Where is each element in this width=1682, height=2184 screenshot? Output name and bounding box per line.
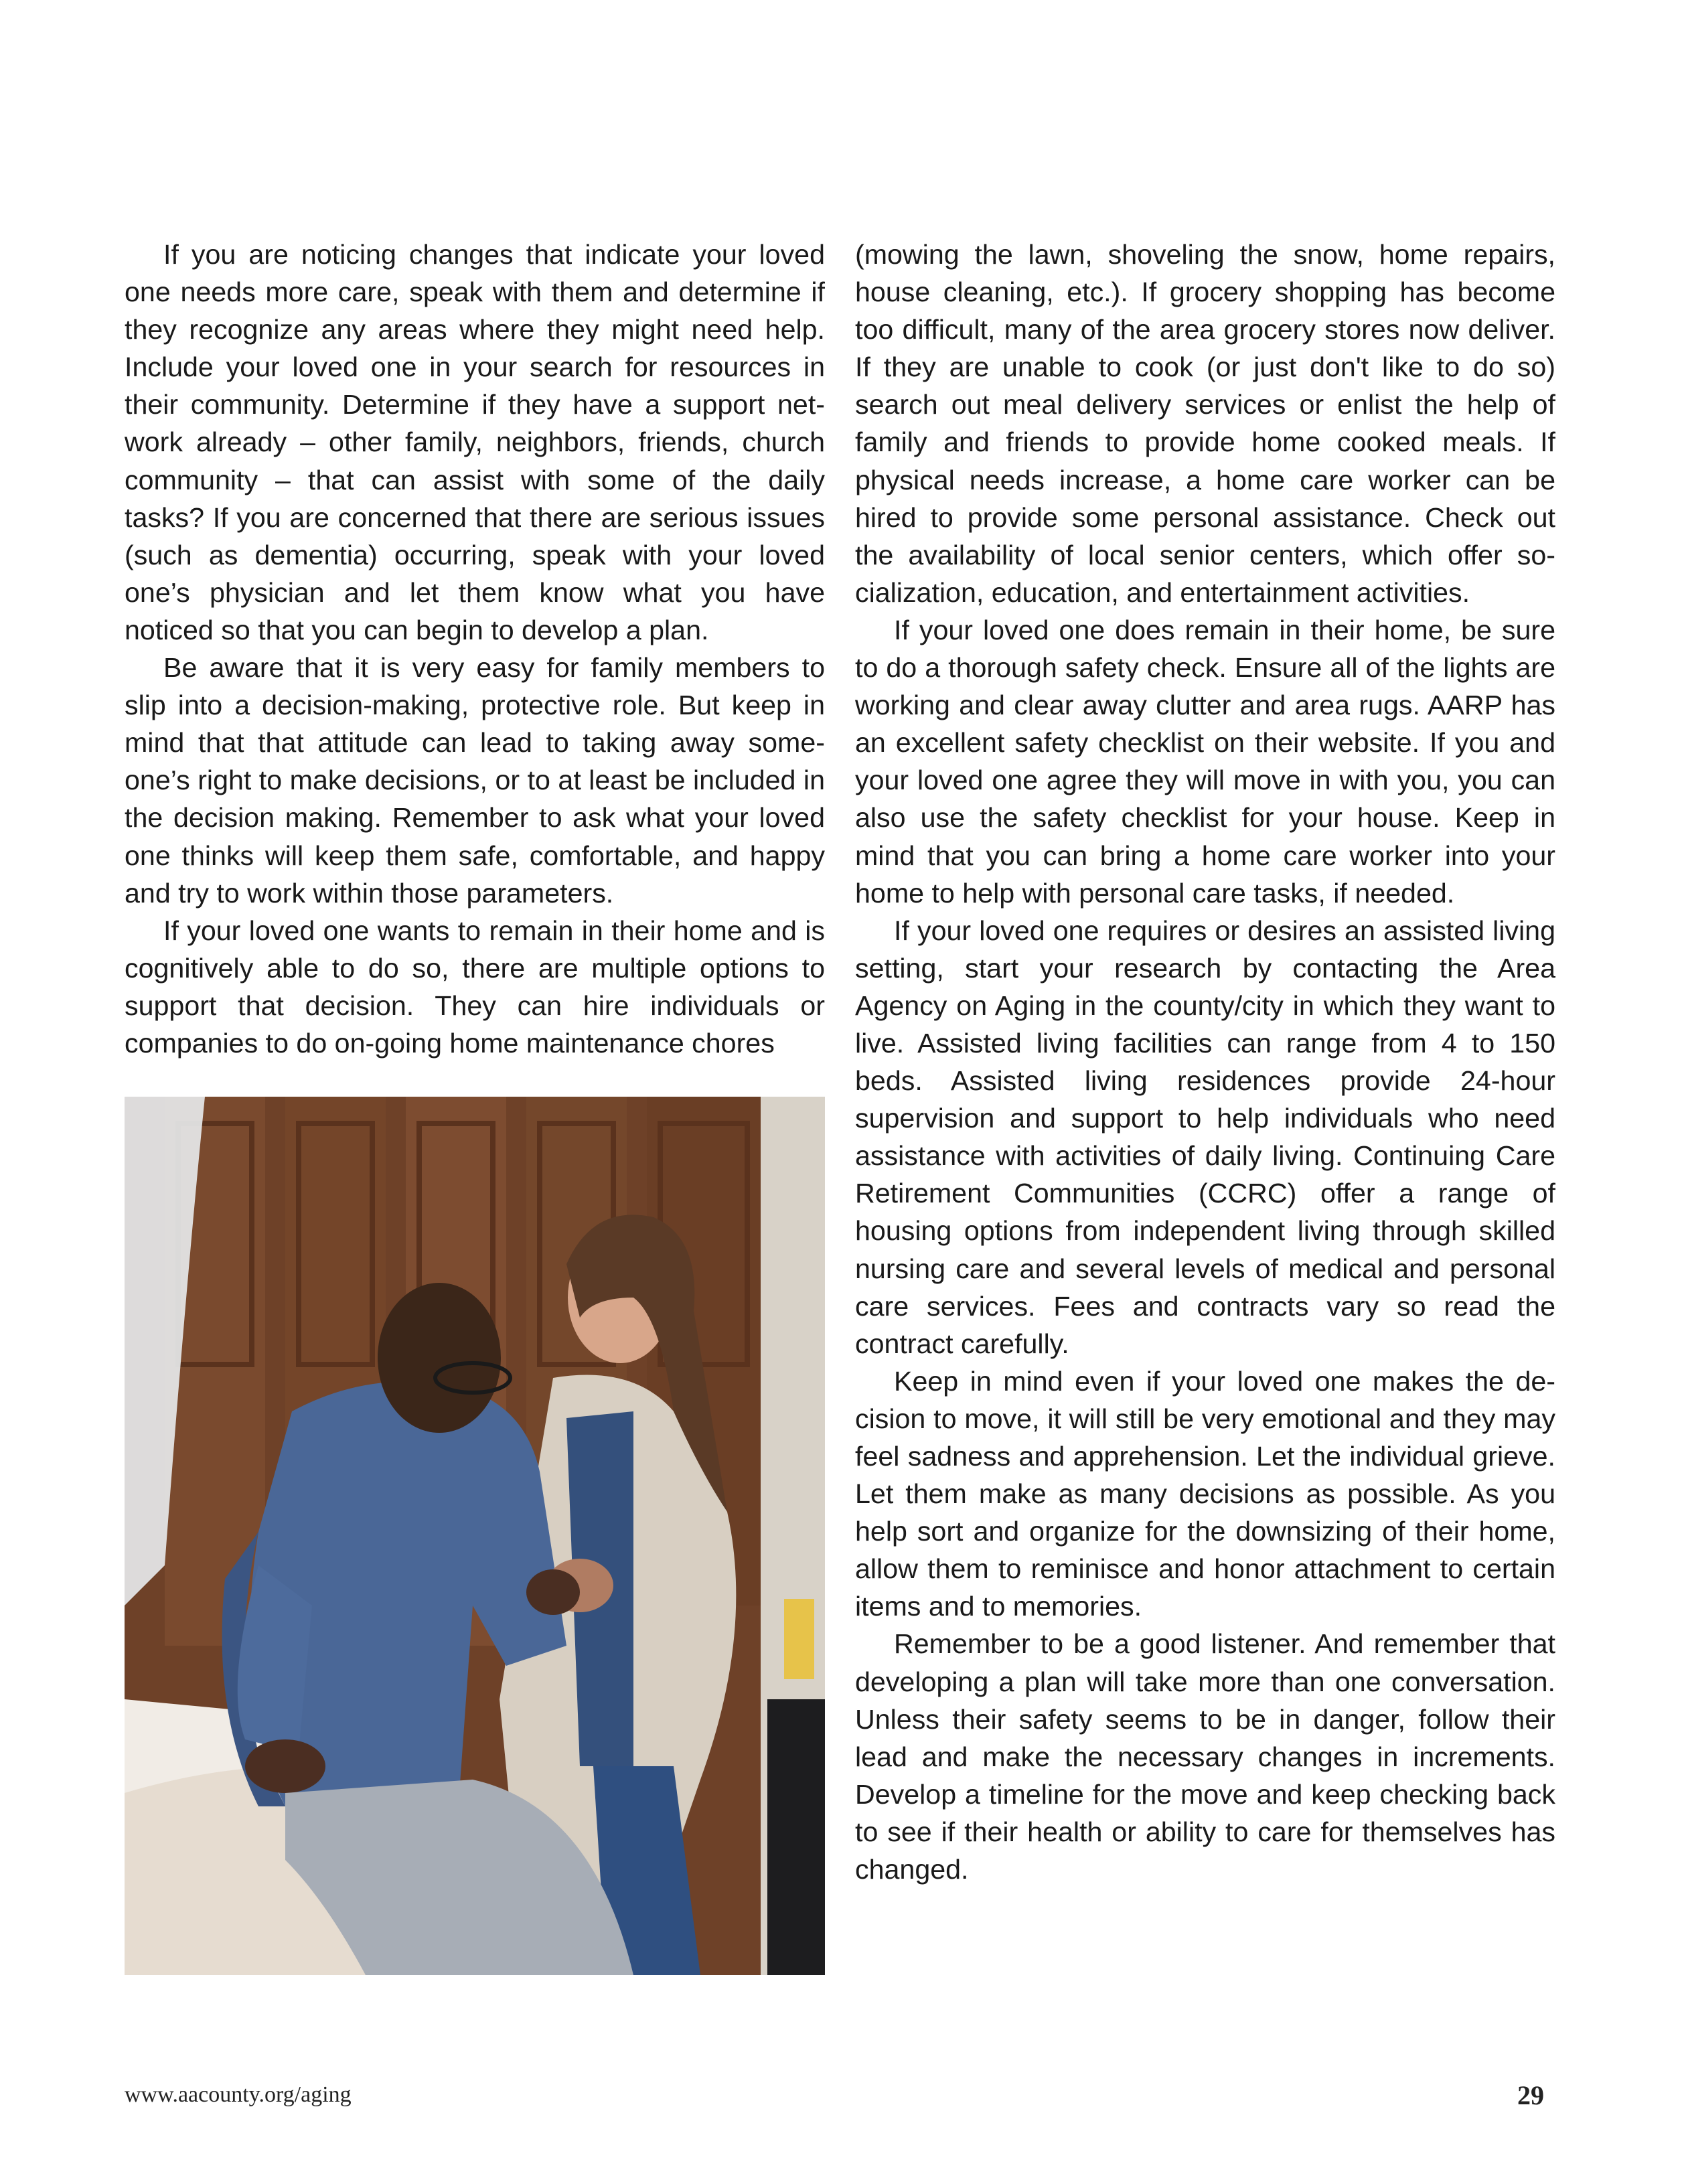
paragraph: If your loved one wants to remain in their home and is cognitively able to do so, there are multiple options to support that decision. They can hire individuals or companies to do on-going home maintenance chores [125,915,825,1059]
left-column [125,236,825,1062]
caregiver-photo [125,1097,825,1975]
paragraph: If your loved one requires or desires an assisted living setting, start your research by contacting the Area Agency on Aging in the county/city in which they want to live. Assisted living facilities can range from 4 to 150 beds. Assisted living residences provide 24-hour supervision and support to help individuals who need assistance with activities of daily living. Continuing Care Retirement Communities (CCRC) offer a range of housing options from independent living through skilled nursing care and several levels of medical and personal care services. Fees and contracts vary so read the contract carefully. [855,915,1555,1359]
paragraph: Keep in mind even if your loved one makes the decision to move, it will still be very emotional and they may feel sadness and apprehension. Let the individual grieve. Let them make as many decisions as possible. As you help sort and organize for the downsizing of their home, allow them to reminisce and honor attachment to certain items and to memories. [855,1365,1555,1622]
right-column [855,236,1555,1888]
paragraph: If you are noticing changes that indicate your loved one needs more care, speak with them and determine if they recognize any areas where they might need help. Include your loved one in your search for resources in their community. Determine if they have a support network already – other family, neighbors, friends, church community – that can assist with some of the daily tasks? If you are concerned that there are serious issues (such as dementia) occurring, speak with your loved one’s physician and let them know what you have noticed so that you can begin to develop a plan. [125,239,825,645]
page-number: 29 [1517,2080,1544,2110]
paragraph: If your loved one does remain in their home, be sure to do a thorough safety check. Ensure all of the lights are working and clear away clutter and area rugs. AARP has an excellent safety checklist on their website. If you and your loved one agree they will move in with you, you can also use the safety checklist for your house. Keep in mind that you can bring a home care worker into your home to help with personal care tasks, if needed. [855,614,1555,909]
footer-url: www.aacounty.org/aging [125,2082,352,2107]
paragraph: Be aware that it is very easy for family members to slip into a decision-making, protective role. But keep in mind that that attitude can lead to taking away someone’s right to make decisions, or to at least be included in the decision making. Remember to ask what your loved one thinks will keep them safe, comfortable, and happy and try to work within those parameters. [125,652,825,909]
photo-illustration [125,1097,825,1975]
paragraph: (mowing the lawn, shoveling the snow, home repairs, house cleaning, etc.). If grocery shopping has become too difficult, many of the area grocery stores now deliver. If they are unable to cook (or just don't like to do so) search out meal delivery services or enlist the help of family and friends to provide home cooked meals. If physical needs increase, a home care worker can be hired to provide some personal assistance. Check out the availability of local senior centers, which offer socialization, education, and entertainment activities. [855,239,1555,608]
paragraph: Remember to be a good listener. And remember that developing a plan will take more than one conversation. Unless their safety seems to be in danger, follow their lead and make the necessary changes in increments. Develop a timeline for the move and keep checking back to see if their health or ability to care for themselves has changed. [855,1628,1555,1885]
